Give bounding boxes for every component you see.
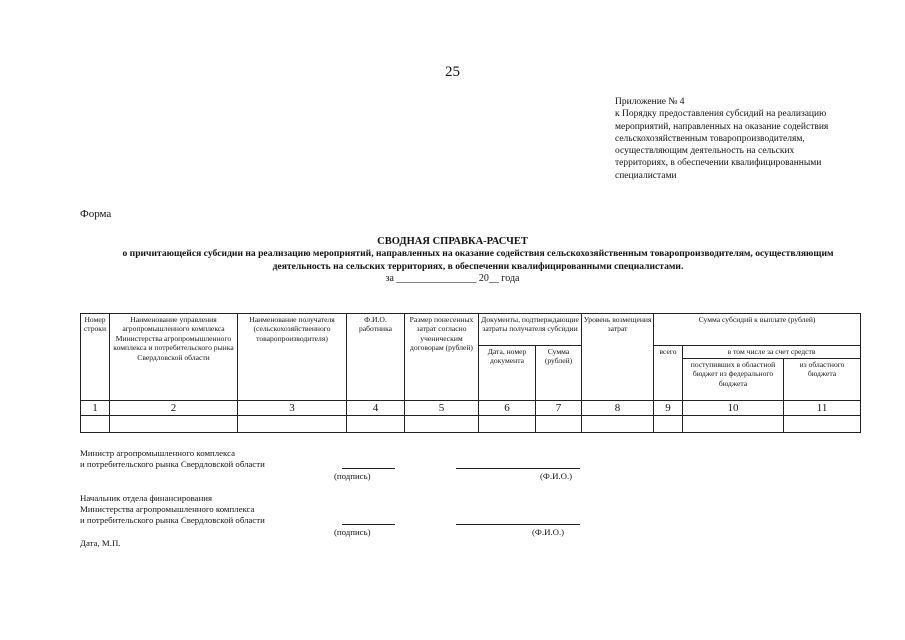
column-number: 3 — [238, 401, 347, 416]
table-cell — [405, 416, 479, 433]
chief-line-1: Начальник отдела финансирования — [80, 493, 213, 503]
finance-chief-title — [80, 493, 265, 526]
column-number: 8 — [582, 401, 654, 416]
table-cell — [110, 416, 238, 433]
subtitle-line-1: о причитающейся субсидии на реализацию мероприятий, направленных на оказание содействия сельскохозяйственным товаропроизводителям, осуществляющим — [122, 248, 834, 259]
table-cell — [536, 416, 582, 433]
column-number: 6 — [479, 401, 536, 416]
minister-signature-line — [342, 468, 395, 469]
date-stamp-label: Дата, М.П. — [80, 538, 121, 548]
fio-caption: (Ф.И.О.) — [532, 527, 565, 537]
form-label: Форма — [80, 208, 112, 220]
minister-line-2: и потребительского рынка Свердловской области — [80, 459, 265, 469]
signature-caption: (подпись) — [334, 527, 371, 537]
table-cell — [479, 416, 536, 433]
column-number: 11 — [784, 401, 861, 416]
column-number: 9 — [654, 401, 683, 416]
page-number: 25 — [445, 64, 460, 80]
signature-caption: (подпись) — [334, 471, 371, 481]
appendix-line: мероприятий, направленных на оказание содействия — [615, 121, 829, 132]
appendix-line: сельскохозяйственным товаропроизводителям, — [615, 133, 805, 144]
subtitle-line-2: деятельность на сельских территориях, в обеспечении квалифицированными специалистами. — [272, 260, 684, 272]
table-cell — [784, 416, 861, 433]
chief-signature-line — [342, 524, 395, 525]
document-subtitle — [78, 248, 878, 273]
header-regional: из областного бюджета — [784, 359, 861, 401]
appendix-title: Приложение № 4 — [615, 97, 685, 107]
table-cell — [238, 416, 347, 433]
header-recipient: Наименование получателя (сельскохозяйственного товаропроизводителя) — [238, 314, 347, 401]
chief-line-3: и потребительского рынка Свердловской области — [80, 515, 265, 525]
chief-line-2: Министерства агропромышленного комплекса — [80, 504, 255, 514]
header-subsidy-sum: Сумма субсидий к выплате (рублей) — [654, 314, 861, 346]
table-cell — [81, 416, 110, 433]
header-doc-sum: Сумма (рублей) — [536, 346, 582, 401]
document-title: СВОДНАЯ СПРАВКА-РАСЧЕТ — [377, 236, 528, 247]
header-department: Наименование управления агропромышленного комплекса Министерства агропромышленного комплекса и потребительского рынка Свердловской области — [110, 314, 238, 401]
table-cell — [582, 416, 654, 433]
header-documents: Документы, подтверждающие затраты получателя субсидии — [479, 314, 582, 346]
column-number: 2 — [110, 401, 238, 416]
empty-table-row — [81, 416, 861, 433]
appendix-line: территориях, в обеспечении квалифицированными — [615, 158, 822, 169]
appendix-line: специалистами — [615, 170, 677, 181]
table-cell — [347, 416, 405, 433]
fio-caption: (Ф.И.О.) — [540, 471, 573, 481]
table-cell — [654, 416, 683, 433]
header-reimbursement-level: Уровень возмещения затрат — [582, 314, 654, 401]
appendix-line: к Порядку предоставления субсидий на реализацию — [615, 109, 827, 120]
header-total: всего — [654, 346, 683, 401]
calculation-table — [80, 313, 861, 433]
column-number: 1 — [81, 401, 110, 416]
header-row-number: Номер строки — [81, 314, 110, 401]
header-costs: Размер понесенных затрат согласно ученическим договорам (рублей) — [405, 314, 479, 401]
minister-title — [80, 448, 265, 470]
header-federal: поступивших в областной бюджет из федерального бюджета — [683, 359, 784, 401]
minister-name-line — [456, 468, 580, 469]
chief-name-line — [456, 524, 580, 525]
minister-line-1: Министр агропромышленного комплекса — [80, 448, 235, 458]
header-worker: Ф.И.О. работника — [347, 314, 405, 401]
header-doc-date: Дата, номер документа — [479, 346, 536, 401]
header-including: в том числе за счет средств — [683, 346, 861, 359]
column-number: 7 — [536, 401, 582, 416]
appendix-block — [615, 96, 875, 182]
reporting-period: за ________________ 20__ года — [385, 273, 520, 284]
column-number: 4 — [347, 401, 405, 416]
table-cell — [683, 416, 784, 433]
column-number: 10 — [683, 401, 784, 416]
column-number: 5 — [405, 401, 479, 416]
appendix-line: осуществляющим деятельность на сельских — [615, 146, 795, 157]
